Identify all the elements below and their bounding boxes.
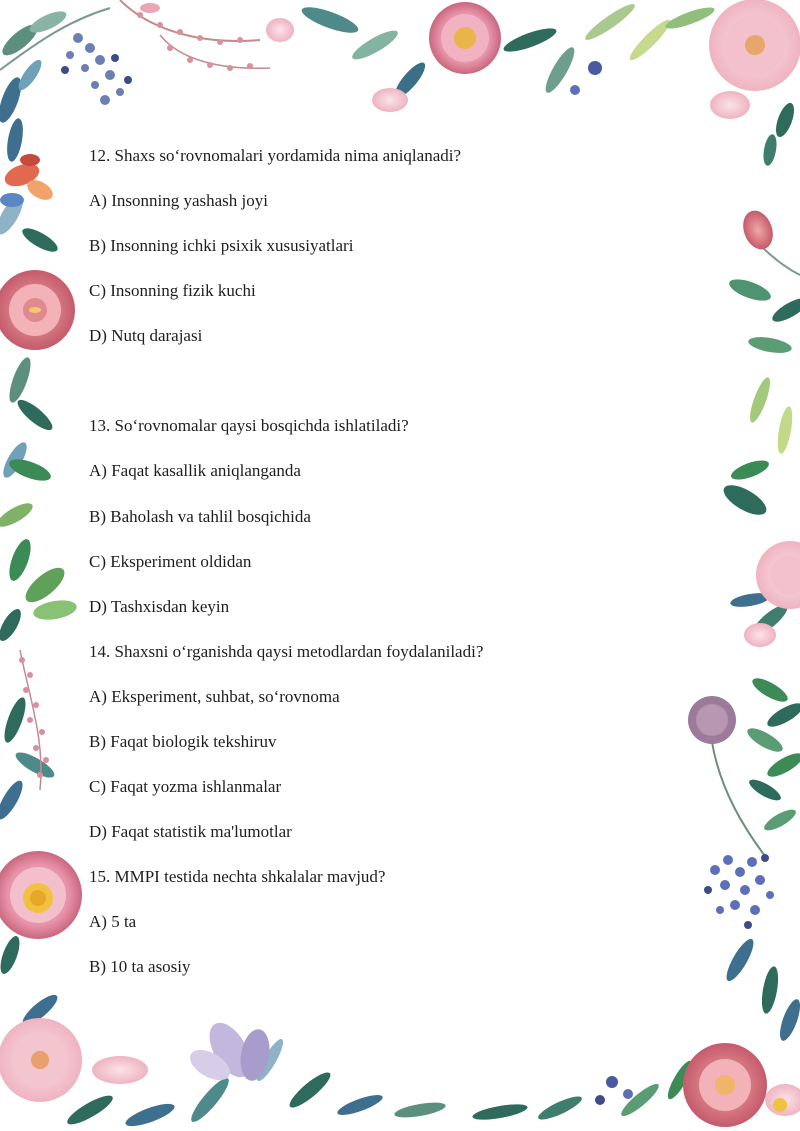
option-14-a: A) Eksperiment, suhbat, so‘rovnoma — [89, 687, 340, 706]
question-12: 12. Shaxs so‘rovnomalari yordamida nima aniqlanadi? — [89, 146, 462, 165]
option-12-a: A) Insonning yashash joyi — [89, 191, 268, 210]
option-12-c: C) Insonning fizik kuchi — [89, 281, 256, 300]
option-13-a: A) Faqat kasallik aniqlanganda — [89, 461, 301, 480]
option-13-b: B) Baholash va tahlil bosqichida — [89, 507, 311, 526]
option-13-d: D) Tashxisdan keyin — [89, 597, 230, 616]
option-13-c: C) Eksperiment oldidan — [89, 552, 252, 571]
option-12-b: B) Insonning ichki psixik xususiyatlari — [89, 236, 354, 255]
question-13: 13. So‘rovnomalar qaysi bosqichda ishlatiladi? — [89, 416, 409, 435]
option-15-a: A) 5 ta — [89, 912, 137, 931]
question-14: 14. Shaxsni o‘rganishda qaysi metodlardan foydalaniladi? — [89, 642, 484, 661]
option-12-d: D) Nutq darajasi — [89, 326, 203, 345]
option-14-b: B) Faqat biologik tekshiruv — [89, 732, 277, 751]
question-15: 15. MMPI testida nechta shkalalar mavjud? — [89, 867, 386, 886]
option-14-c: C) Faqat yozma ishlanmalar — [89, 777, 282, 796]
option-15-b: B) 10 ta asosiy — [89, 957, 191, 976]
option-14-d: D) Faqat statistik ma'lumotlar — [89, 822, 292, 841]
